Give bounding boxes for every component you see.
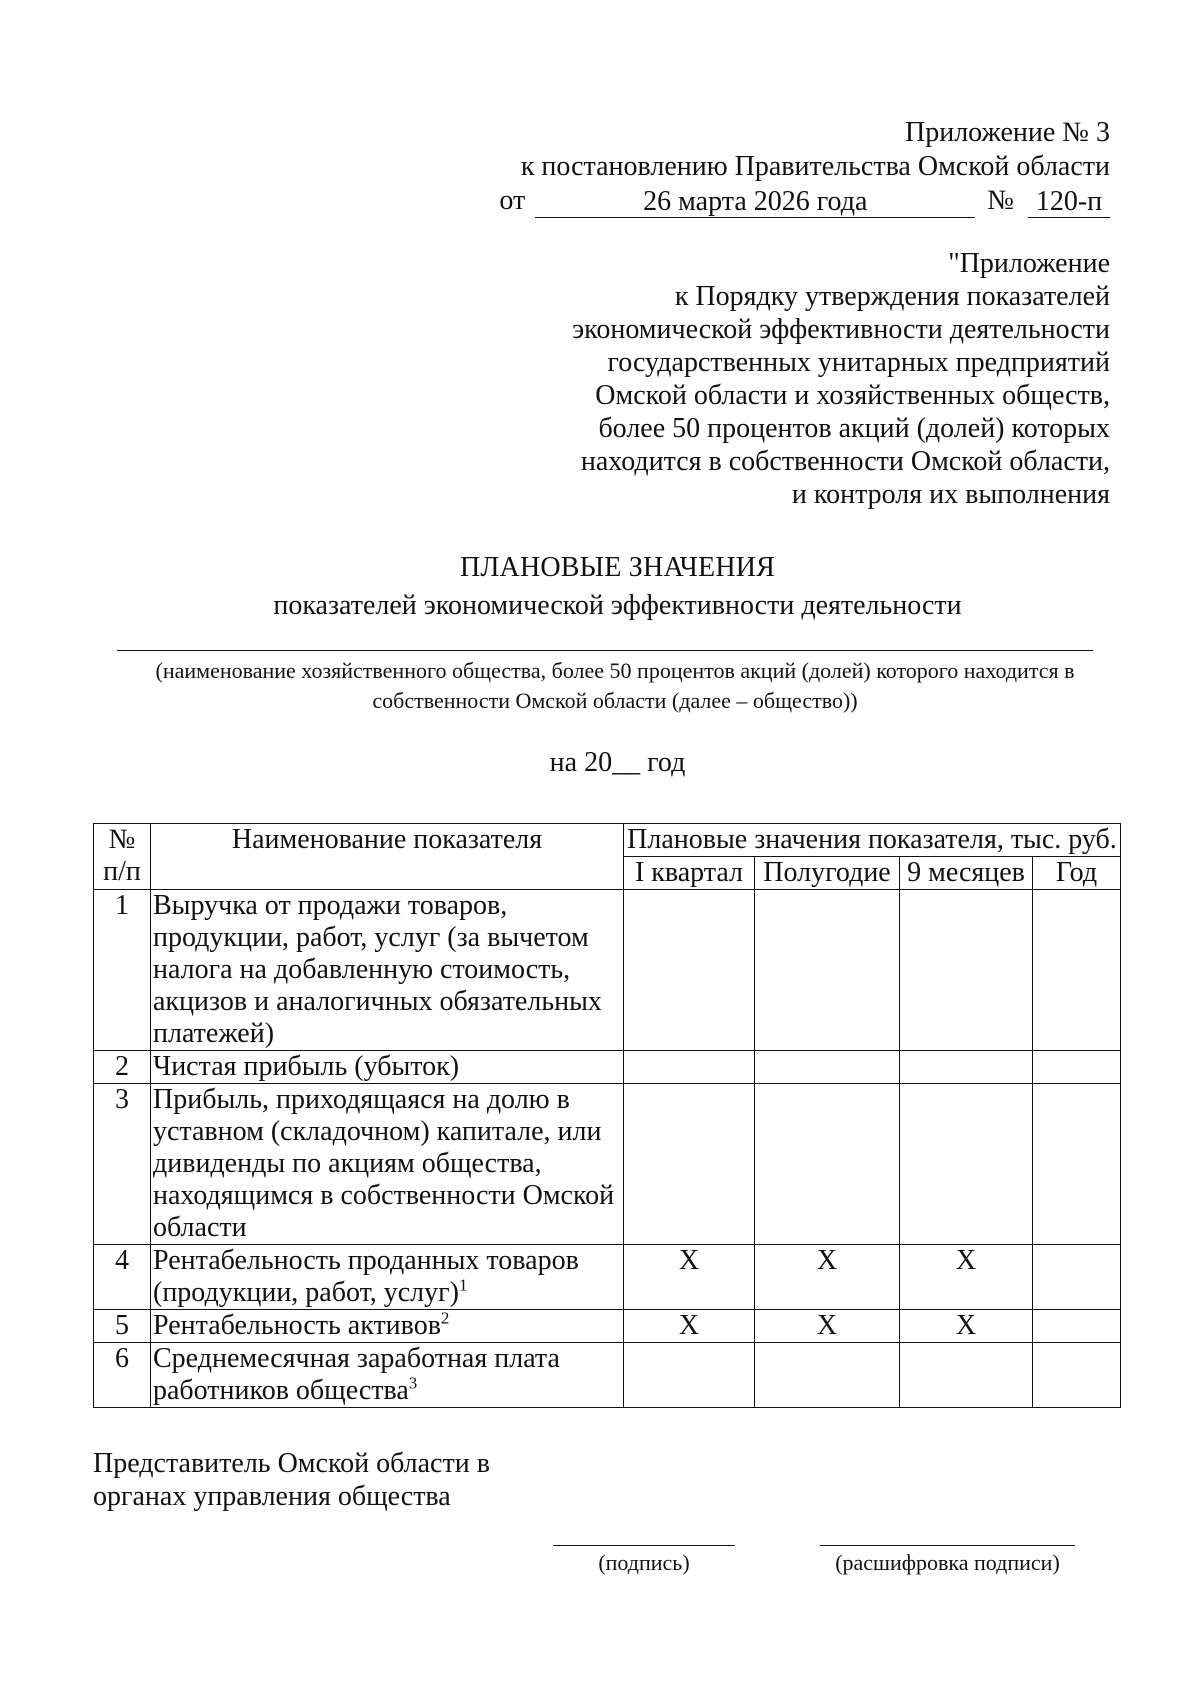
row-number: 4 xyxy=(94,1245,151,1310)
value-year xyxy=(1033,1343,1121,1408)
value-year xyxy=(1033,1051,1121,1084)
value-9m xyxy=(900,1051,1033,1084)
value-half xyxy=(755,1343,900,1408)
date-number-line xyxy=(490,184,1110,218)
header-number-sign: № xyxy=(108,824,136,855)
quote-line: к Порядку утверждения показателей xyxy=(674,281,1110,312)
table-row xyxy=(94,1310,1121,1343)
representative-line: Представитель Омской области в xyxy=(93,1448,490,1479)
header-period-9m: 9 месяцев xyxy=(900,857,1033,890)
quote-line: Омской области и хозяйственных обществ, xyxy=(595,380,1110,411)
row-number: 1 xyxy=(94,890,151,1051)
indicator-name: Чистая прибыль (убыток) xyxy=(151,1051,624,1084)
page-subtitle: показателей экономической эффективности деятельности xyxy=(273,590,962,621)
table-row xyxy=(94,1245,1121,1310)
header-number-pp: п/п xyxy=(103,856,141,887)
value-q1 xyxy=(624,890,755,1051)
signature-decode-line xyxy=(820,1545,1075,1546)
value-half: Х xyxy=(755,1310,900,1343)
value-year xyxy=(1033,1084,1121,1245)
signature-decode-caption: (расшифровка подписи) xyxy=(835,1550,1060,1575)
header-indicator-name: Наименование показателя xyxy=(151,824,624,890)
row-number: 2 xyxy=(94,1051,151,1084)
value-q1 xyxy=(624,1084,755,1245)
value-half: Х xyxy=(755,1245,900,1310)
header-number xyxy=(94,824,151,890)
indicator-name: Рентабельность проданных товаров (продукции, работ, услуг)$^1$ xyxy=(151,1245,624,1310)
header-period-year: Год xyxy=(1033,857,1121,890)
value-half xyxy=(755,1051,900,1084)
representative-label xyxy=(93,1447,490,1513)
representative-line: органах управления общества xyxy=(93,1481,451,1512)
value-half xyxy=(755,1084,900,1245)
resolution-reference: к постановлению Правительства Омской области xyxy=(520,151,1110,182)
footnote-mark: 3 xyxy=(408,1373,418,1393)
table-row xyxy=(94,1051,1121,1084)
table-row xyxy=(94,1343,1121,1408)
value-q1 xyxy=(624,1051,755,1084)
row-number: 3 xyxy=(94,1084,151,1245)
value-half xyxy=(755,890,900,1051)
value-9m: Х xyxy=(900,1245,1033,1310)
quote-line: экономической эффективности деятельности xyxy=(572,314,1110,345)
footnote-mark: 2 xyxy=(440,1308,450,1328)
appendix-quote xyxy=(410,247,1110,511)
value-year xyxy=(1033,1245,1121,1310)
number-label: № xyxy=(987,185,1014,216)
row-number: 5 xyxy=(94,1310,151,1343)
value-9m: Х xyxy=(900,1310,1033,1343)
value-9m xyxy=(900,1343,1033,1408)
approval-header xyxy=(490,116,1110,218)
header-period-q1: I квартал xyxy=(624,857,755,890)
indicator-name: Прибыль, приходящаяся на долю в уставном (складочном) капитале, или дивиденды по акциям общества, находящимся в собственности Омской области xyxy=(151,1084,624,1245)
year-line: на 20__ год xyxy=(549,747,686,778)
header-plan-values: Плановые значения показателя, тыс. руб. xyxy=(624,824,1121,857)
signature-line xyxy=(553,1545,735,1546)
appendix-number: Приложение № 3 xyxy=(905,117,1110,148)
resolution-number: 120-п xyxy=(1028,187,1110,218)
indicators-table xyxy=(93,823,1121,1408)
value-q1: Х xyxy=(624,1310,755,1343)
company-hint-line: собственности Омской области (далее – общество)) xyxy=(372,688,858,713)
company-name-blank xyxy=(117,650,1093,651)
company-name-hint xyxy=(90,656,1140,716)
resolution-date: 26 марта 2026 года xyxy=(535,187,975,218)
row-number: 6 xyxy=(94,1343,151,1408)
company-hint-line: (наименование хозяйственного общества, более 50 процентов акций (долей) которого находится в xyxy=(155,658,1075,683)
indicator-name: Среднемесячная заработная плата работников общества$^3$ xyxy=(151,1343,624,1408)
quote-line: "Приложение xyxy=(948,248,1110,279)
signature-caption: (подпись) xyxy=(598,1550,690,1575)
page-title: ПЛАНОВЫЕ ЗНАЧЕНИЯ xyxy=(459,552,776,583)
quote-line: более 50 процентов акций (долей) которых xyxy=(598,413,1110,444)
value-q1: Х xyxy=(624,1245,755,1310)
quote-line: и контроля их выполнения xyxy=(791,479,1110,510)
value-9m xyxy=(900,890,1033,1051)
header-period-half: Полугодие xyxy=(755,857,900,890)
value-year xyxy=(1033,890,1121,1051)
indicator-name: Выручка от продажи товаров, продукции, работ, услуг (за вычетом налога на добавленную стоимость, акцизов и аналогичных обязательных платежей) xyxy=(151,890,624,1051)
table-row xyxy=(94,1084,1121,1245)
table-row xyxy=(94,890,1121,1051)
footnote-mark: 1 xyxy=(458,1275,468,1295)
quote-line: находится в собственности Омской области, xyxy=(580,446,1110,477)
value-q1 xyxy=(624,1343,755,1408)
from-label: от xyxy=(499,185,526,216)
value-year xyxy=(1033,1310,1121,1343)
quote-line: государственных унитарных предприятий xyxy=(607,347,1110,378)
value-9m xyxy=(900,1084,1033,1245)
indicator-name: Рентабельность активов$^2$ xyxy=(151,1310,624,1343)
